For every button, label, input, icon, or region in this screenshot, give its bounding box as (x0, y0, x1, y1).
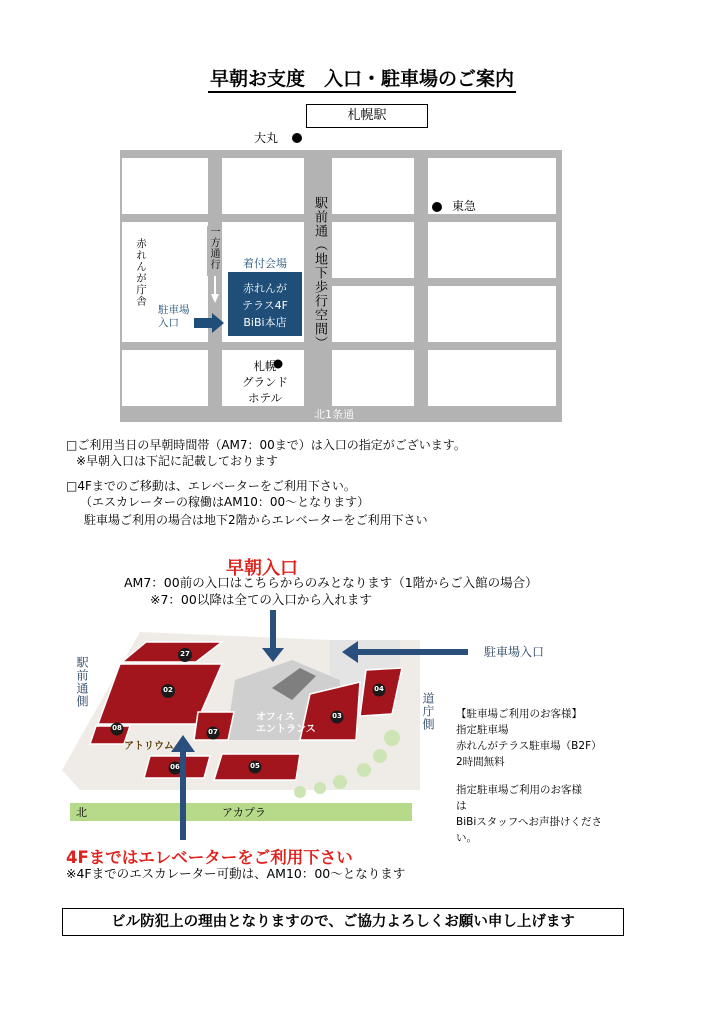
north-label: 北 (76, 806, 87, 819)
doucho-side-label: 道庁側 (421, 692, 435, 731)
parking-info-line: 2時間無料 (456, 756, 505, 768)
parking-info-line: BiBiスタッフへお声掛けくださ (456, 816, 603, 828)
early-entrance-line1: AM7：00前の入口はこちらからのみとなります（1階からご入館の場合） (124, 575, 538, 590)
parking-entrance-label: 駐車場入口 (484, 645, 545, 659)
early-entrance-heading: 早朝入口 (226, 558, 298, 579)
unit-02-number: 02 (163, 686, 173, 694)
parking-info-line: 赤れんがテラス駐車場（B2F） (456, 740, 602, 752)
venue-caption: 着付会場 (228, 255, 302, 271)
one-way-label: 一方通行 (207, 226, 220, 276)
elevator-heading: 4Fまではエレベーターをご利用下さい (66, 848, 353, 867)
unit-05-number: 05 (250, 762, 260, 770)
parking-entry-label: 駐車場入口 (158, 304, 190, 329)
unit-04-number: 04 (374, 685, 384, 693)
unit-06-number: 06 (170, 763, 180, 771)
parking-info-line: 【駐車場ご利用のお客様】 (456, 708, 582, 720)
page-title: 早朝お支度 入口・駐車場のご案内 (0, 64, 724, 91)
parking-info-line: は (456, 800, 467, 812)
venue-name: 赤れんが テラス4F BiBi本店 (242, 282, 288, 329)
akapla-label: アカプラ (222, 806, 266, 819)
note-2-sub1: （エスカレーターの稼働はAM10：00〜となります） (80, 495, 370, 509)
unit-07-number: 07 (208, 728, 218, 736)
hotel-label: 札幌 グランド ホテル (242, 359, 288, 405)
unit-03-number: 03 (332, 712, 342, 720)
note-2-sub2: 駐車場ご利用の場合は地下2階からエレベーターをご利用下さい (84, 513, 428, 527)
note-2: □4Fまでのご移動は、エレベーターをご利用下さい。 (66, 479, 356, 493)
station-label: 札幌駅 (306, 104, 428, 128)
parking-info-line: 指定駐車場 (456, 724, 509, 736)
parking-info (456, 706, 602, 846)
ekimae-side-label: 駅前通側 (75, 656, 89, 708)
note-1-sub: ※早朝入口は下記に記載しております (76, 454, 279, 468)
parking-info-line: 指定駐車場ご利用のお客様 (456, 784, 582, 796)
city-hall-label: 赤れんが庁舎 (135, 238, 147, 307)
early-entrance-line2: ※7：00以降は全ての入口から入れます (150, 592, 372, 607)
footer-notice: ビル防犯上の理由となりますので、ご協力よろしくお願い申し上げます (62, 908, 624, 936)
note-1: □ご利用当日の早朝時間帯（AM7：00まで）は入口の指定がございます。 (66, 438, 466, 452)
unit-08-number: 08 (112, 724, 122, 732)
main-street-label: 駅前通（地下歩行空間） (312, 196, 327, 350)
atrium-label: アトリウム (124, 741, 174, 752)
north-street-label: 北1条通 (314, 408, 354, 421)
elevator-note: ※4Fまでのエスカレーター可動は、AM10：00〜となります (66, 866, 406, 881)
parking-info-line: い。 (456, 832, 477, 844)
office-entrance-label: オフィス エントランス (256, 712, 316, 735)
tokyu-label: 東急 (452, 199, 477, 213)
unit-27-number: 27 (180, 650, 190, 658)
daimaru-label: 大丸 (254, 131, 279, 145)
